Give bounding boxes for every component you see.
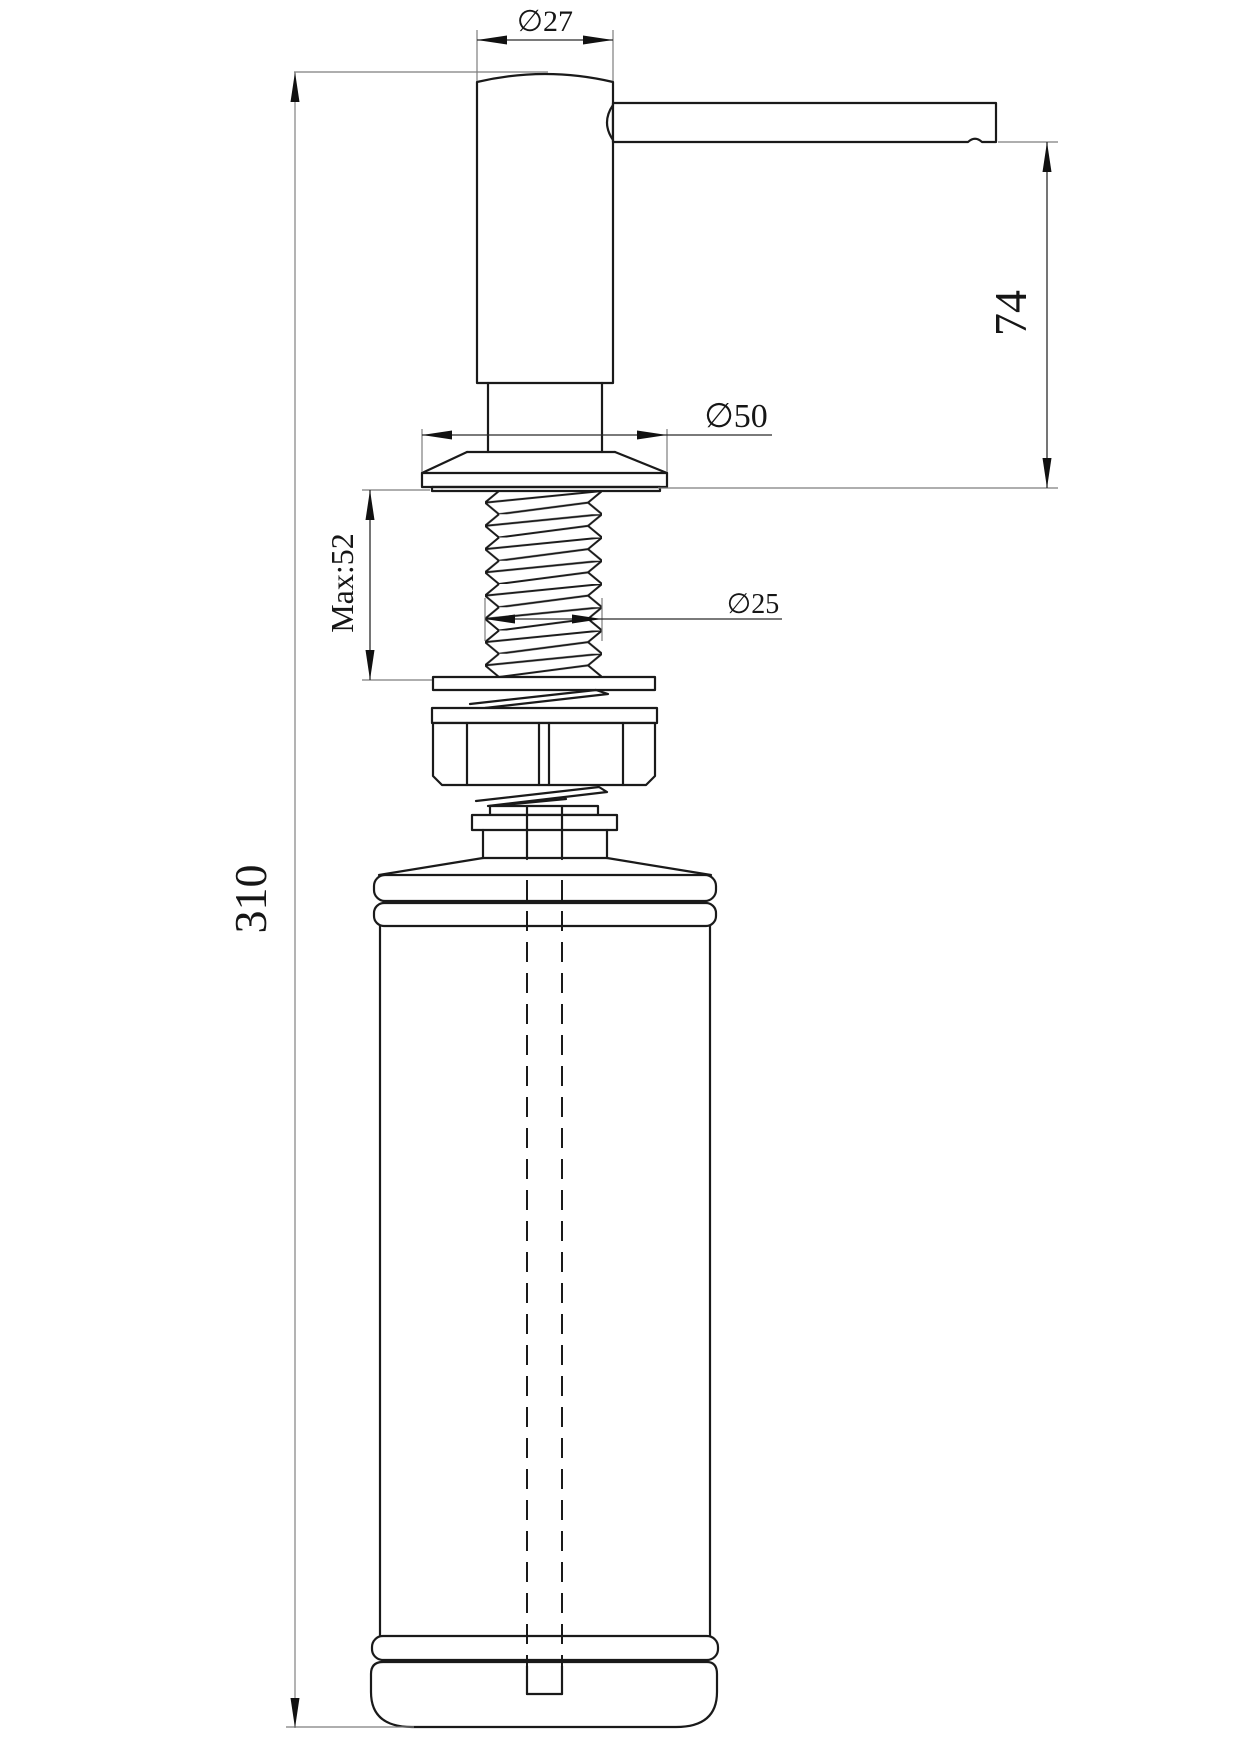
threaded-shank xyxy=(485,491,602,677)
pump-head xyxy=(477,74,613,383)
upper-washer xyxy=(433,677,655,690)
pump-neck xyxy=(488,383,602,452)
dimension-thread-length xyxy=(324,490,432,680)
dim-label-total-height: 310 xyxy=(225,864,276,934)
bottle-cap xyxy=(472,815,617,830)
thread-wrap-lower xyxy=(476,787,607,806)
bottle-neck xyxy=(483,830,607,858)
dim-label-spout-height: 74 xyxy=(985,290,1036,336)
lower-washer xyxy=(432,708,657,723)
shoulder-bead-lower xyxy=(374,903,716,926)
dimension-spout-height xyxy=(658,142,1058,488)
thread-wrap-mid xyxy=(470,690,608,708)
mounting-flange xyxy=(422,452,667,491)
dim-label-thread-diameter: ∅25 xyxy=(726,589,780,620)
dim-label-flange-diameter: ∅50 xyxy=(704,398,768,435)
dim-label-thread-length: Max:52 xyxy=(324,533,360,633)
base-bead xyxy=(372,1636,718,1660)
dimension-head-diameter xyxy=(477,5,613,81)
bottle-shoulder xyxy=(379,858,711,875)
hex-nut xyxy=(433,723,655,785)
bottle-body xyxy=(380,926,710,1636)
dimension-flange-diameter xyxy=(422,398,772,472)
dim-label-head-diameter: ∅27 xyxy=(516,5,574,38)
spout xyxy=(613,103,996,142)
shoulder-bead-upper xyxy=(374,875,716,901)
dip-tube xyxy=(527,806,562,1694)
bottle-collar xyxy=(490,806,598,815)
